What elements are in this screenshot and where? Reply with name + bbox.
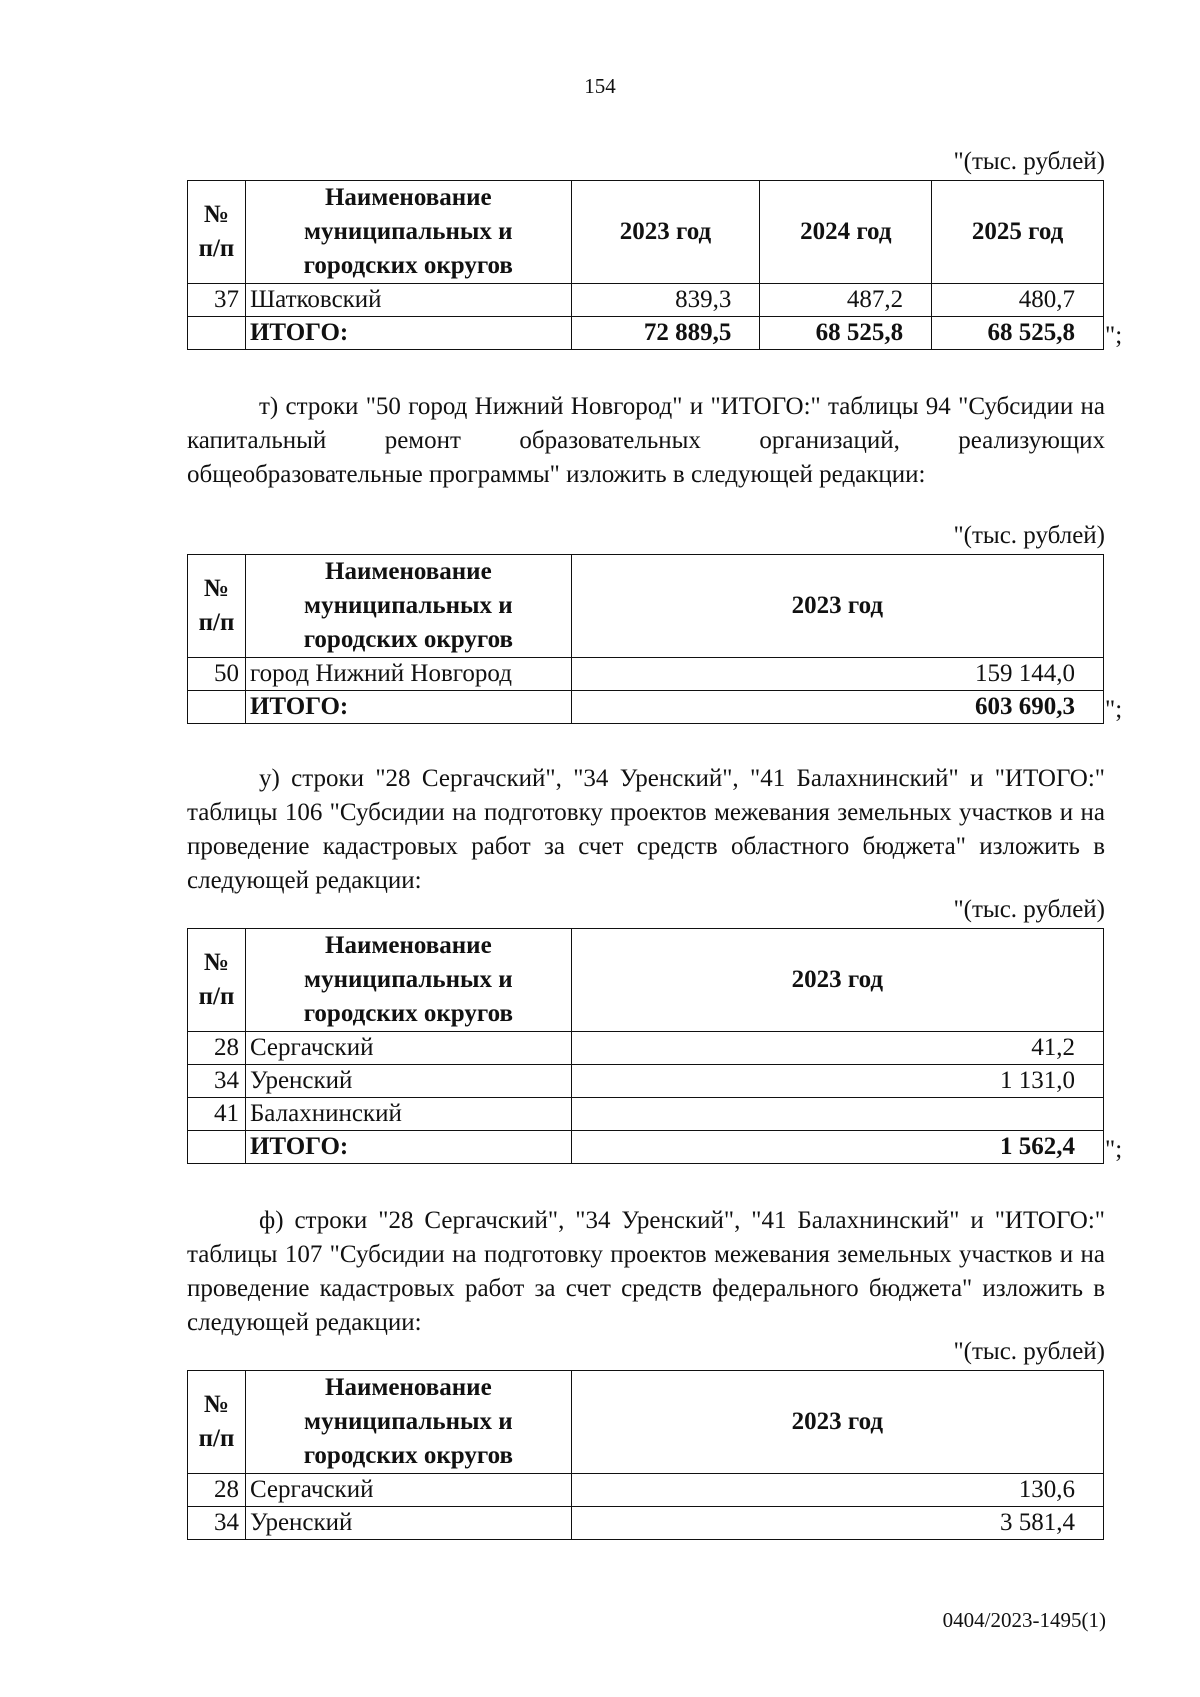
header-year: 2023 год bbox=[571, 555, 1103, 658]
table-row bbox=[188, 1065, 1104, 1098]
row-value: 130,6 bbox=[571, 1474, 1103, 1507]
table-94 bbox=[187, 554, 1104, 724]
header-name-line: городских округов bbox=[303, 1000, 513, 1027]
header-index: № п/п bbox=[188, 1371, 246, 1474]
table-row bbox=[188, 658, 1104, 691]
table-header-row bbox=[188, 555, 1104, 658]
paragraph-text: ф) строки "28 Сергачский", "34 Уренский", "41 Балахнинский" и "ИТОГО:" таблицы 107 "Субсидии на подготовку проектов межевания земельных участков и на проведение кадастровых работ за счет средств федерального бюджета" изложить в следующей редакции: bbox=[187, 1207, 1105, 1336]
header-name-line: городских округов bbox=[303, 252, 513, 279]
row-index: 34 bbox=[188, 1065, 246, 1098]
row-index bbox=[188, 691, 246, 724]
row-index: 28 bbox=[188, 1474, 246, 1507]
total-value: 72 889,5 bbox=[571, 317, 760, 350]
row-value: 487,2 bbox=[760, 284, 932, 317]
total-label: ИТОГО: bbox=[245, 317, 571, 350]
header-year: 2024 год bbox=[760, 181, 932, 284]
total-value: 1 562,4 bbox=[571, 1131, 1103, 1164]
row-value: 839,3 bbox=[571, 284, 760, 317]
row-index bbox=[188, 1131, 246, 1164]
row-index bbox=[188, 317, 246, 350]
row-index: 28 bbox=[188, 1032, 246, 1065]
units-label: "(тыс. рублей) bbox=[953, 896, 1105, 923]
header-name-line: Наименование bbox=[325, 1374, 492, 1401]
header-name-line: муниципальных и bbox=[304, 1408, 513, 1435]
row-value: 159 144,0 bbox=[571, 658, 1103, 691]
close-mark: "; bbox=[1105, 322, 1123, 349]
header-name-line: городских округов bbox=[303, 1442, 513, 1469]
table-row bbox=[188, 1507, 1104, 1540]
row-name: Балахнинский bbox=[245, 1098, 571, 1131]
paragraph-f bbox=[187, 1204, 1105, 1340]
document-code: 0404/2023-1495(1) bbox=[942, 1608, 1106, 1632]
table-row bbox=[188, 1098, 1104, 1131]
table-107 bbox=[187, 1370, 1104, 1540]
row-value bbox=[571, 1098, 1103, 1131]
row-name: Сергачский bbox=[245, 1032, 571, 1065]
header-name-line: муниципальных и bbox=[303, 218, 513, 245]
header-name-line: муниципальных и bbox=[304, 966, 513, 993]
total-row bbox=[188, 317, 1104, 350]
paragraph-text: у) строки "28 Сергачский", "34 Уренский", "41 Балахнинский" и "ИТОГО:" таблицы 106 "Субсидии на подготовку проектов межевания земельных участков и на проведение кадастровых работ за счет средств областного бюджета" изложить в следующей редакции: bbox=[187, 765, 1105, 894]
header-name-line: Наименование bbox=[325, 558, 492, 585]
header-name bbox=[245, 181, 571, 284]
total-value: 603 690,3 bbox=[571, 691, 1103, 724]
table-row bbox=[188, 1032, 1104, 1065]
close-mark: "; bbox=[1105, 1136, 1123, 1163]
row-value: 41,2 bbox=[571, 1032, 1103, 1065]
row-name: Уренский bbox=[245, 1065, 571, 1098]
row-name: Сергачский bbox=[245, 1474, 571, 1507]
header-index: № п/п bbox=[188, 555, 246, 658]
units-label: "(тыс. рублей) bbox=[953, 522, 1105, 549]
header-year: 2023 год bbox=[571, 181, 760, 284]
header-name-line: Наименование bbox=[324, 184, 492, 211]
header-index: № п/п bbox=[188, 929, 246, 1032]
header-index: № п/п bbox=[188, 181, 246, 284]
table-header-row bbox=[188, 1371, 1104, 1474]
total-row bbox=[188, 1131, 1104, 1164]
page-number: 154 bbox=[584, 74, 616, 98]
table-94-prev bbox=[187, 180, 1104, 350]
header-name-line: муниципальных и bbox=[304, 592, 513, 619]
table-row bbox=[188, 1474, 1104, 1507]
row-index: 37 bbox=[188, 284, 246, 317]
header-name-line: Наименование bbox=[325, 932, 492, 959]
close-mark: "; bbox=[1105, 696, 1123, 723]
row-name: Шатковский bbox=[245, 284, 571, 317]
row-value: 3 581,4 bbox=[571, 1507, 1103, 1540]
row-index: 34 bbox=[188, 1507, 246, 1540]
row-name: Уренский bbox=[245, 1507, 571, 1540]
row-index: 50 bbox=[188, 658, 246, 691]
total-value: 68 525,8 bbox=[932, 317, 1104, 350]
paragraph-text: т) строки "50 город Нижний Новгород" и "ИТОГО:" таблицы 94 "Субсидии на капитальный ремонт образовательных организаций, реализующих общеобразовательные программы" изложить в следующей редакции: bbox=[187, 393, 1105, 488]
header-year: 2023 год bbox=[571, 1371, 1103, 1474]
table-header-row bbox=[188, 181, 1104, 284]
table-header-row bbox=[188, 929, 1104, 1032]
units-label: "(тыс. рублей) bbox=[953, 148, 1105, 175]
row-value: 480,7 bbox=[932, 284, 1104, 317]
units-label: "(тыс. рублей) bbox=[953, 1338, 1105, 1365]
total-row bbox=[188, 691, 1104, 724]
paragraph-u bbox=[187, 762, 1105, 898]
header-name-line: городских округов bbox=[303, 626, 513, 653]
header-year: 2023 год bbox=[571, 929, 1103, 1032]
header-name bbox=[245, 1371, 571, 1474]
row-name: город Нижний Новгород bbox=[245, 658, 571, 691]
header-name bbox=[245, 555, 571, 658]
header-name bbox=[245, 929, 571, 1032]
total-value: 68 525,8 bbox=[760, 317, 932, 350]
table-row bbox=[188, 284, 1104, 317]
table-106 bbox=[187, 928, 1104, 1164]
header-year: 2025 год bbox=[932, 181, 1104, 284]
total-label: ИТОГО: bbox=[245, 691, 571, 724]
total-label: ИТОГО: bbox=[245, 1131, 571, 1164]
row-index: 41 bbox=[188, 1098, 246, 1131]
paragraph-t bbox=[187, 390, 1105, 492]
row-value: 1 131,0 bbox=[571, 1065, 1103, 1098]
